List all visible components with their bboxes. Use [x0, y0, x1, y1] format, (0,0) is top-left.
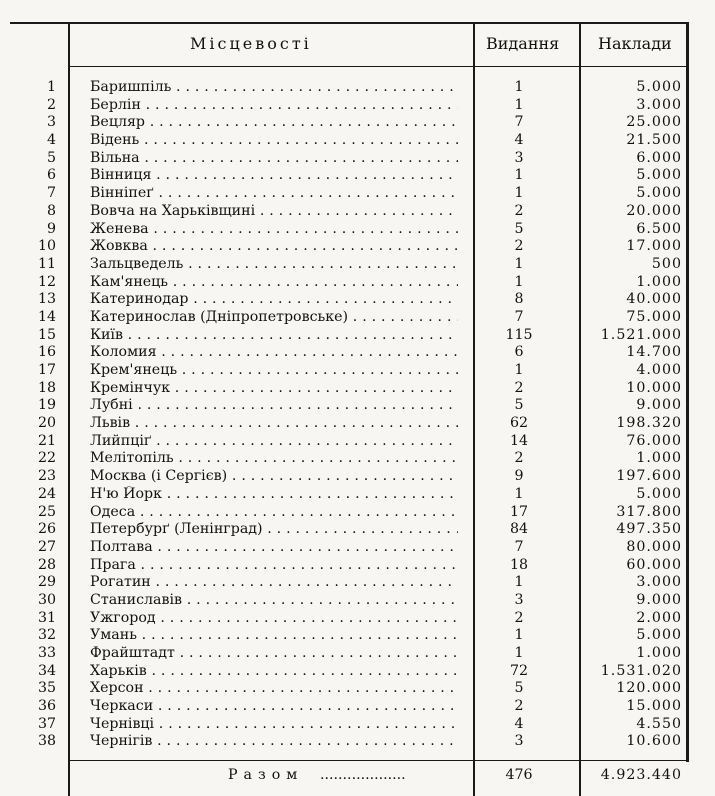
editions-count: 1	[514, 485, 524, 502]
table-row	[0, 203, 715, 221]
row-number: 26	[37, 521, 56, 538]
row-number: 6	[46, 167, 56, 184]
place-name: Лубні . . .	[90, 397, 458, 415]
place-name: Кам'янець . . .	[90, 274, 458, 292]
copies-count: 76.000	[626, 432, 682, 449]
editions-count: 7	[514, 114, 524, 131]
row-number: 14	[37, 308, 56, 325]
row-number: 7	[46, 185, 56, 202]
copies-count: 1.000	[636, 273, 682, 290]
copies-count: 198.320	[616, 415, 682, 432]
table-row	[0, 415, 715, 433]
place-name: Черкаси . . .	[90, 698, 458, 716]
row-number: 16	[37, 344, 56, 361]
editions-count: 7	[514, 308, 524, 325]
editions-count: 1	[514, 167, 524, 184]
table-row	[0, 539, 715, 557]
place-name: Кремінчук . . .	[90, 380, 458, 398]
place-name: Жовква . . .	[90, 238, 458, 256]
row-number: 28	[37, 556, 56, 573]
row-number: 8	[46, 202, 56, 219]
place-name: Петербурґ (Ленінград) . . .	[90, 521, 458, 539]
copies-count: 1.000	[636, 450, 682, 467]
copies-count: 5.000	[636, 627, 682, 644]
table-row	[0, 238, 715, 256]
table-row	[0, 486, 715, 504]
place-name: Зальцведель . . .	[90, 256, 458, 274]
copies-count: 5.000	[636, 79, 682, 95]
table-row	[0, 574, 715, 592]
place-name: Берлін . . .	[90, 97, 458, 115]
header-places: Місцевості	[190, 34, 312, 53]
table-row	[0, 433, 715, 451]
row-number: 38	[37, 733, 56, 750]
editions-count: 84	[509, 521, 529, 538]
row-number: 32	[37, 627, 56, 644]
place-name: Москва (і Сергієв) . . .	[90, 468, 458, 486]
table-row	[0, 380, 715, 398]
row-number: 2	[46, 96, 56, 113]
editions-count: 9	[514, 468, 524, 485]
copies-count: 6.000	[636, 149, 682, 166]
total-row	[0, 765, 715, 785]
table-row	[0, 79, 715, 97]
table-row	[0, 645, 715, 663]
table-body	[0, 79, 715, 751]
place-name: Лийпціґ . . .	[90, 433, 458, 451]
table-row	[0, 256, 715, 274]
editions-count: 2	[514, 202, 524, 219]
editions-count: 17	[509, 503, 529, 520]
place-name: Полтава . . .	[90, 539, 458, 557]
copies-count: 2.000	[636, 609, 682, 626]
header-editions: Видання	[486, 34, 560, 53]
editions-count: 1	[514, 645, 524, 661]
copies-count: 14.700	[626, 344, 682, 361]
place-name: Вецляр . . .	[90, 114, 458, 132]
place-name: Чернівці . . .	[90, 716, 458, 734]
table-row	[0, 362, 715, 380]
row-number: 36	[37, 698, 56, 715]
copies-count: 60.000	[626, 556, 682, 573]
total-label: Разом	[228, 767, 304, 783]
row-number: 29	[37, 574, 56, 591]
table-row	[0, 150, 715, 168]
table-row	[0, 733, 715, 751]
copies-count: 1.531.020	[600, 662, 682, 679]
table-row	[0, 698, 715, 716]
copies-count: 3.000	[636, 96, 682, 113]
table-row	[0, 610, 715, 628]
editions-count: 1	[514, 273, 524, 290]
place-name: Львів . . .	[90, 415, 458, 433]
row-number: 25	[37, 503, 56, 520]
row-number: 12	[37, 273, 56, 290]
editions-count: 1	[514, 79, 524, 95]
editions-count: 7	[514, 538, 524, 555]
copies-count: 1.521.000	[600, 326, 682, 343]
copies-count: 15.000	[626, 698, 682, 715]
copies-count: 197.600	[616, 468, 682, 485]
editions-count: 2	[514, 450, 524, 467]
place-name: Вінніпеґ . . .	[90, 185, 458, 203]
editions-count: 1	[514, 574, 524, 591]
editions-count: 62	[509, 415, 529, 432]
place-name: Вільна . . .	[90, 150, 458, 168]
editions-count: 1	[514, 627, 524, 644]
editions-count: 8	[514, 291, 524, 308]
row-number: 15	[37, 326, 56, 343]
row-number: 22	[37, 450, 56, 467]
table-row	[0, 521, 715, 539]
table-row	[0, 716, 715, 734]
place-name: Катеринодар . . .	[90, 291, 458, 309]
copies-count: 17.000	[626, 238, 682, 255]
editions-count: 1	[514, 255, 524, 272]
editions-count: 4	[514, 132, 524, 149]
table-row	[0, 344, 715, 362]
place-name: Прага . . .	[90, 557, 458, 575]
table-row	[0, 132, 715, 150]
copies-count: 5.000	[636, 485, 682, 502]
row-number: 9	[46, 220, 56, 237]
editions-count: 2	[514, 238, 524, 255]
editions-count: 5	[514, 680, 524, 697]
editions-count: 3	[514, 591, 524, 608]
place-name: Одеса . . .	[90, 504, 458, 522]
editions-count: 3	[514, 733, 524, 750]
editions-count: 2	[514, 698, 524, 715]
total-editions: 476	[505, 767, 533, 783]
copies-count: 20.000	[626, 202, 682, 219]
row-number: 19	[37, 397, 56, 414]
table-row	[0, 97, 715, 115]
footer-rule	[68, 760, 687, 761]
copies-count: 9.000	[636, 591, 682, 608]
copies-count: 9.000	[636, 397, 682, 414]
place-name: Київ . . .	[90, 327, 458, 345]
row-number: 27	[37, 538, 56, 555]
place-name: Відень . . .	[90, 132, 458, 150]
table-row	[0, 114, 715, 132]
row-number: 20	[37, 415, 56, 432]
copies-count: 317.800	[616, 503, 682, 520]
table-row	[0, 185, 715, 203]
place-name: Н'ю Йорк . . .	[90, 486, 458, 504]
table-row	[0, 450, 715, 468]
place-name: Катеринослав (Дніпропетровське) . . .	[90, 309, 458, 327]
table-row	[0, 557, 715, 575]
row-number: 35	[37, 680, 56, 697]
table-row	[0, 680, 715, 698]
place-name: Мелітопіль . . .	[90, 450, 458, 468]
row-number: 21	[37, 432, 56, 449]
place-name: Фрайштадт . . .	[90, 645, 458, 663]
table-row	[0, 167, 715, 185]
top-rule	[10, 22, 689, 24]
place-name: Вовча на Харьківщині . . .	[90, 203, 458, 221]
place-name: Женева . . .	[90, 221, 458, 239]
place-name: Крем'янець . . .	[90, 362, 458, 380]
row-number: 10	[37, 238, 56, 255]
place-name: Коломия . . .	[90, 344, 458, 362]
copies-count: 75.000	[626, 308, 682, 325]
total-copies: 4.923.440	[600, 767, 682, 783]
table-row	[0, 504, 715, 522]
row-number: 1	[46, 79, 56, 95]
row-number: 18	[37, 379, 56, 396]
editions-count: 115	[505, 326, 533, 343]
place-name: Вінниця . . .	[90, 167, 458, 185]
editions-count: 1	[514, 362, 524, 378]
row-number: 3	[46, 114, 56, 131]
copies-count: 10.600	[626, 733, 682, 750]
editions-count: 14	[509, 432, 529, 449]
place-name: Харьків . . .	[90, 663, 458, 681]
row-number: 17	[37, 362, 56, 378]
row-number: 11	[37, 255, 56, 272]
table-row	[0, 327, 715, 345]
row-number: 4	[46, 132, 56, 149]
copies-count: 500	[651, 255, 682, 272]
total-leader-dots: ...................	[320, 767, 406, 783]
row-number: 24	[37, 485, 56, 502]
row-number: 5	[46, 149, 56, 166]
table-row	[0, 592, 715, 610]
row-number: 31	[37, 609, 56, 626]
copies-count: 4.000	[636, 362, 682, 378]
editions-count: 2	[514, 609, 524, 626]
header-copies: Наклади	[598, 34, 672, 53]
place-name: Станиславів . . .	[90, 592, 458, 610]
place-name: Умань . . .	[90, 627, 458, 645]
editions-count: 2	[514, 379, 524, 396]
copies-count: 25.000	[626, 114, 682, 131]
copies-count: 3.000	[636, 574, 682, 591]
editions-count: 1	[514, 185, 524, 202]
editions-count: 1	[514, 96, 524, 113]
header-rule	[68, 66, 687, 67]
place-name: Херсон . . .	[90, 680, 458, 698]
editions-count: 5	[514, 397, 524, 414]
place-name: Рогатин . . .	[90, 574, 458, 592]
place-name: Чернігів . . .	[90, 733, 458, 751]
row-number: 23	[37, 468, 56, 485]
table-row	[0, 663, 715, 681]
editions-count: 3	[514, 149, 524, 166]
copies-count: 5.000	[636, 167, 682, 184]
place-name: Ужгород . . .	[90, 610, 458, 628]
editions-count: 18	[509, 556, 529, 573]
copies-count: 40.000	[626, 291, 682, 308]
table-row	[0, 627, 715, 645]
row-number: 30	[37, 591, 56, 608]
table-row	[0, 291, 715, 309]
row-number: 33	[37, 645, 56, 661]
copies-count: 4.550	[636, 715, 682, 732]
editions-count: 5	[514, 220, 524, 237]
copies-count: 5.000	[636, 185, 682, 202]
copies-count: 6.500	[636, 220, 682, 237]
editions-count: 72	[509, 662, 529, 679]
table-row	[0, 221, 715, 239]
copies-count: 80.000	[626, 538, 682, 555]
place-name: Баришпіль . . .	[90, 79, 458, 97]
copies-count: 1.000	[636, 645, 682, 661]
editions-count: 6	[514, 344, 524, 361]
copies-count: 120.000	[616, 680, 682, 697]
table-row	[0, 274, 715, 292]
editions-count: 4	[514, 715, 524, 732]
row-number: 37	[37, 715, 56, 732]
table-row	[0, 309, 715, 327]
table-row	[0, 397, 715, 415]
copies-count: 21.500	[626, 132, 682, 149]
row-number: 13	[37, 291, 56, 308]
copies-count: 10.000	[626, 379, 682, 396]
copies-count: 497.350	[616, 521, 682, 538]
row-number: 34	[37, 662, 56, 679]
table-row	[0, 468, 715, 486]
